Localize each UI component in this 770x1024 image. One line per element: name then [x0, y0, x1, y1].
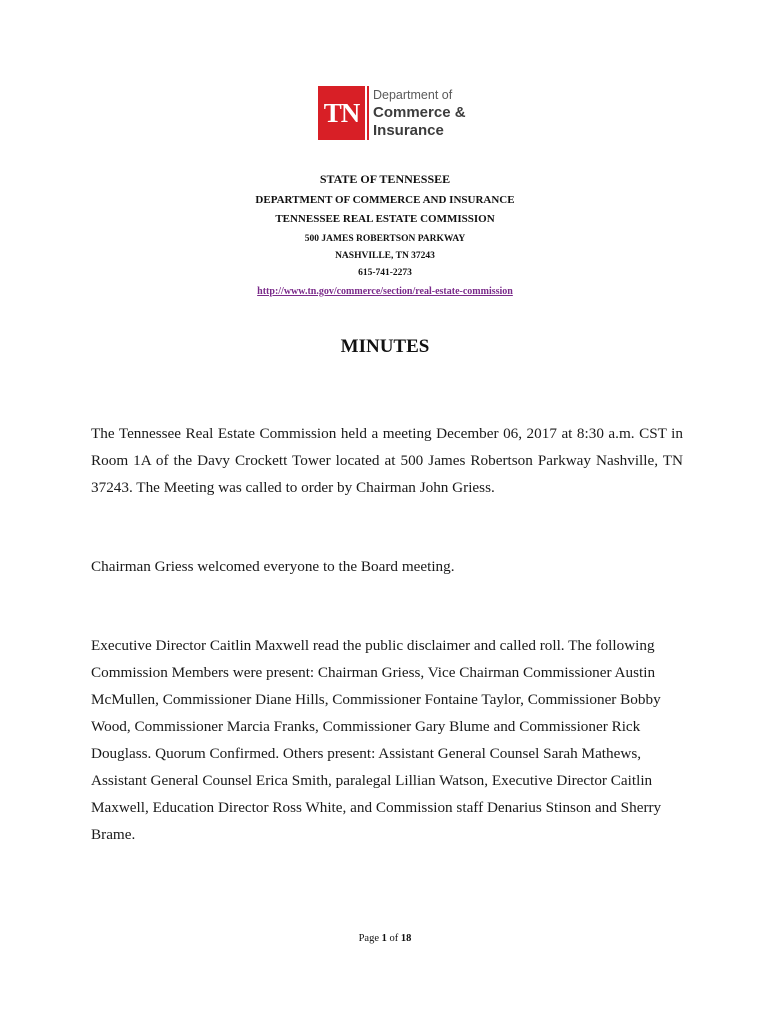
paragraph-welcome: Chairman Griess welcomed everyone to the Board meeting. [91, 558, 455, 575]
page-title: MINUTES [340, 336, 430, 357]
footer-current-page: 1 [381, 933, 387, 944]
header-commission: TENNESSEE REAL ESTATE COMMISSION [275, 213, 495, 225]
department-logo [318, 86, 466, 140]
logo-divider [367, 86, 369, 140]
footer-page-word: Page [358, 933, 380, 944]
header-address: 500 JAMES ROBERTSON PARKWAY [304, 234, 466, 244]
footer-of-word: of [389, 933, 399, 944]
commission-website-link[interactable]: http://www.tn.gov/commerce/section/real-estate-commission [257, 286, 513, 297]
page-footer [0, 933, 770, 944]
header-city: NASHVILLE, TN 37243 [335, 251, 435, 261]
header-phone: 615-741-2273 [358, 268, 412, 278]
paragraph-roll-call: Executive Director Caitlin Maxwell read the public disclaimer and called roll. The following Commission Members were present: Chairman Griess, Vice Chairman Commissioner Austin McMullen, Commissioner Diane Hills, Commissioner Fontaine Taylor, Commissioner Bobby Wood, Commissioner Marcia Franks, Commissioner Gary Blume and Commissioner Rick Douglass. Quorum Confirmed. Others present: Assistant General Counsel Sarah Mathews, Assistant General Counsel Erica Smith, paralegal Lillian Watson, Executive Director Caitlin Maxwell, Education Director Ross White, and Commission staff Denarius Stinson and Sherry Brame. [91, 637, 662, 843]
logo-line-department: Department of [373, 88, 453, 102]
footer-total-pages: 18 [400, 933, 412, 944]
logo-wordmark [373, 86, 466, 138]
logo-line-commerce: Commerce & [373, 103, 466, 121]
tn-logo-mark: TN [318, 86, 365, 140]
paragraph-meeting-opening: The Tennessee Real Estate Commission held a meeting December 06, 2017 at 8:30 a.m. CST in Room 1A of the Davy Crockett Tower located at 500 James Robertson Parkway Nashville, TN 37243. The Meeting was called to order by Chairman John Griess. [91, 425, 683, 496]
header-department: DEPARTMENT OF COMMERCE AND INSURANCE [255, 194, 515, 206]
logo-line-insurance: Insurance [373, 121, 444, 139]
header-state: STATE OF TENNESSEE [319, 172, 451, 186]
